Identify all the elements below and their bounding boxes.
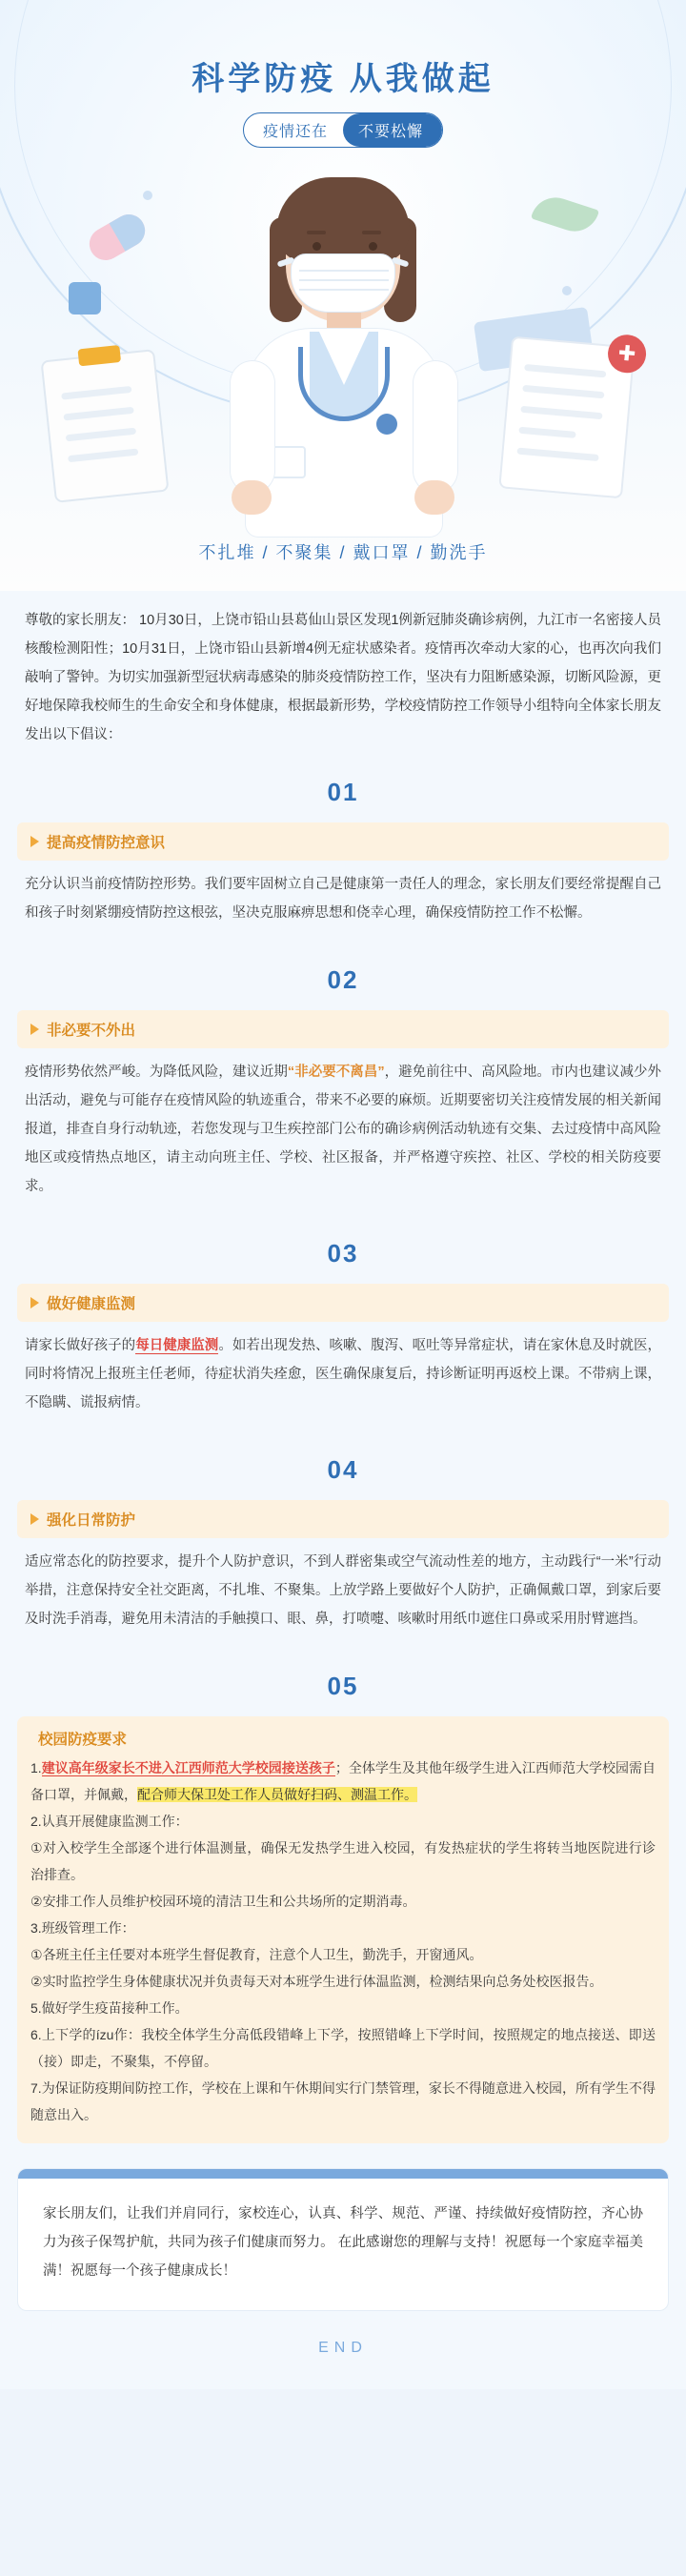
section-heading-label: 做好健康监测 — [47, 1296, 136, 1312]
section-number-02: 02 — [327, 965, 359, 994]
list-item — [30, 1835, 656, 1888]
triangle-bullet-icon — [30, 1297, 39, 1308]
triangle-bullet-icon — [30, 1513, 39, 1525]
section-body-02 — [0, 1056, 686, 1214]
section-body-01: 充分认识当前疫情防控形势。我们要牢固树立自己是健康第一责任人的理念，家长朋友们要经常提醒自己和孩子时刻紧绷疫情防控这根弦，坚决克服麻痹思想和侥幸心理，确保疫情防控工作不松懈。 — [25, 877, 661, 921]
hero-subtitle: 不扎堆 / 不聚集 / 戴口罩 / 勤洗手 — [198, 543, 488, 562]
intro-paragraph: 尊敬的家长朋友： 10月30日，上饶市铅山县葛仙山景区发现1例新冠肺炎确诊病例，九江市一名密接人员核酸检测阳性；10月31日，上饶市铅山县新增4例无症状感染者。疫情再次牵动大家的心，也再次向我们敲响了警钟。为切实加强新型冠状病毒感染的肺炎疫情防控工作，坚决有力阻断感染源，切断风险源，更好地保障我校师生的生命安全和身体健康，根据最新形势，学校疫情防控工作领导小组特向全体家长朋友发出以下倡议： — [25, 613, 661, 742]
section-number-01: 01 — [327, 778, 359, 806]
item-index: 5. — [30, 2000, 42, 2016]
list-item — [30, 1888, 656, 1915]
item-text: 为保证防疫期间防控工作，学校在上课和午休期间实行门禁管理，家长不得随意进入校园，所有学生不得随意出入。 — [30, 2080, 656, 2122]
pill-left-label: 疫情还在 — [262, 124, 328, 140]
triangle-bullet-icon — [30, 836, 39, 847]
item-text: 实时监控学生身体健康状况并负责每天对本班学生进行体温监测，检测结果向总务处校医报告。 — [42, 1974, 603, 1989]
section-body-part: 疫情形势依然严峻。为降低风险，建议近期 — [25, 1065, 288, 1080]
section-number-04: 04 — [327, 1455, 359, 1484]
closing-text: 家长朋友们，让我们并肩同行，家校连心，认真、科学、规范、严谨、持续做好疫情防控，齐心协力为孩子保驾护航，共同为孩子们健康而努力。 在此感谢您的理解与支持！祝愿每一个家庭幸福美满！祝愿每一个孩子健康成长！ — [43, 2206, 643, 2279]
section-body-part: 。如若出现发热、咳嗽、腹泻、呕吐等异常症状，请在家休息及时就医，同时将情况上报班主任老师，待症状消失痊愈，医生确保康复后，持诊断证明再返校上课。不带病上课，不隐瞒、谎报病情。 — [25, 1338, 662, 1410]
section-body-highlight: 每日健康监测 — [135, 1338, 219, 1353]
section-body-03 — [0, 1329, 686, 1430]
item-red-text: 建议高年级家长不进入江西师范大学校园接送孩子 — [41, 1760, 335, 1775]
item-index: 6. — [30, 2027, 42, 2042]
closing-card — [17, 2168, 669, 2311]
dot-decor — [562, 286, 572, 295]
list-item — [30, 1915, 656, 1941]
list-item — [30, 1968, 656, 1995]
item-text: 各班主任主任要对本班学生督促教育，注意个人卫生，勤洗手，开窗通风。 — [42, 1947, 483, 1962]
list-item — [30, 1995, 656, 2021]
item-index: 3. — [30, 1920, 42, 1936]
section-number-03: 03 — [327, 1239, 359, 1268]
section-heading-02 — [17, 1010, 669, 1048]
item-index: ① — [30, 1947, 43, 1962]
section-heading-label: 提高疫情防控意识 — [47, 835, 166, 851]
hero-banner — [0, 0, 686, 591]
dot-decor — [143, 191, 152, 200]
puzzle-piece-icon — [69, 282, 101, 314]
item-text: 上下学的ízu作：我校全体学生分高低段错峰上下学，按照错峰上下学时间，按照规定的地点接送、即送（接）即走，不聚集，不停留。 — [30, 2027, 656, 2069]
section-heading-label: 非必要不外出 — [47, 1023, 136, 1039]
pill-right-label: 不要松懈 — [343, 113, 442, 147]
list-item — [30, 1755, 656, 1808]
section-body-highlight: “非必要不离昌” — [287, 1065, 385, 1080]
clipboard-icon — [40, 349, 169, 503]
section-body-part: ，避免前往中、高风险地。市内也建议减少外出活动，避免与可能存在疫情风险的轨迹重合，带来不必要的麻烦。近期要密切关注疫情发展的相关新闻报道，排查自身行动轨迹，若您发现与卫生疾控部门公布的确诊病例活动轨迹有交集、去过疫情中高风险地区或疫情热点地区，请主动向班主任、学校、社区报备，并严格遵守疾控、社区、学校的相关防疫要求。 — [25, 1065, 662, 1194]
closing-card-bar — [18, 2169, 668, 2179]
hero-slogan-pills — [0, 112, 686, 148]
item-text: 对入校学生全部逐个进行体温测量，确保无发热学生进入校园，有发热症状的学生将转当地医院进行诊治排查。 — [30, 1840, 656, 1882]
requirements-list — [30, 1755, 656, 2128]
list-item — [30, 1808, 656, 1835]
triangle-bullet-icon — [30, 1024, 39, 1035]
requirements-heading-label: 校园防疫要求 — [38, 1732, 128, 1748]
item-index: 2. — [30, 1814, 42, 1829]
list-item — [30, 1941, 656, 1968]
item-text: 安排工作人员维护校园环境的清洁卫生和公共场所的定期消毒。 — [42, 1894, 416, 1909]
item-text: 认真开展健康监测工作： — [41, 1814, 189, 1829]
item-index: ② — [30, 1974, 43, 1989]
hero-title: 科学防疫 从我做起 — [192, 61, 494, 97]
section-number-05: 05 — [327, 1672, 359, 1700]
item-text: ；全体学生及其他年级学生进入江西师范大学校园需自备口罩，并佩戴， — [30, 1760, 656, 1802]
section-heading-label: 强化日常防护 — [47, 1512, 136, 1529]
requirements-heading — [30, 1728, 656, 1749]
medical-report-icon: ✚ — [498, 336, 635, 499]
section-heading-04 — [17, 1500, 669, 1538]
item-text: 做好学生疫苗接种工作。 — [41, 2000, 189, 2016]
list-item — [30, 2075, 656, 2128]
item-highlight-text: 配合师大保卫处工作人员做好扫码、测温工作。 — [137, 1787, 417, 1802]
end-label: END — [318, 2340, 368, 2356]
item-index: ② — [30, 1894, 43, 1909]
section-body-part: 请家长做好孩子的 — [25, 1338, 136, 1353]
item-index: 7. — [30, 2080, 42, 2096]
doctor-illustration — [186, 160, 500, 541]
item-index: ① — [30, 1840, 43, 1856]
requirements-box — [17, 1716, 669, 2143]
list-item — [30, 2021, 656, 2075]
section-heading-03 — [17, 1284, 669, 1322]
section-body-04: 适应常态化的防控要求，提升个人防护意识，不到人群密集或空气流动性差的地方，主动践行“一米”行动举措，注意保持安全社交距离，不扎堆、不聚集。上放学路上要做好个人防护，正确佩戴口罩，到家后要及时洗手消毒，避免用未清洁的手触摸口、眼、鼻，打喷嚏、咳嗽时用纸巾遮住口鼻或采用肘臂遮挡。 — [25, 1554, 661, 1627]
section-heading-01 — [17, 822, 669, 861]
article-content — [0, 591, 686, 2389]
item-text: 班级管理工作： — [41, 1920, 135, 1936]
item-index: 1. — [30, 1760, 42, 1775]
